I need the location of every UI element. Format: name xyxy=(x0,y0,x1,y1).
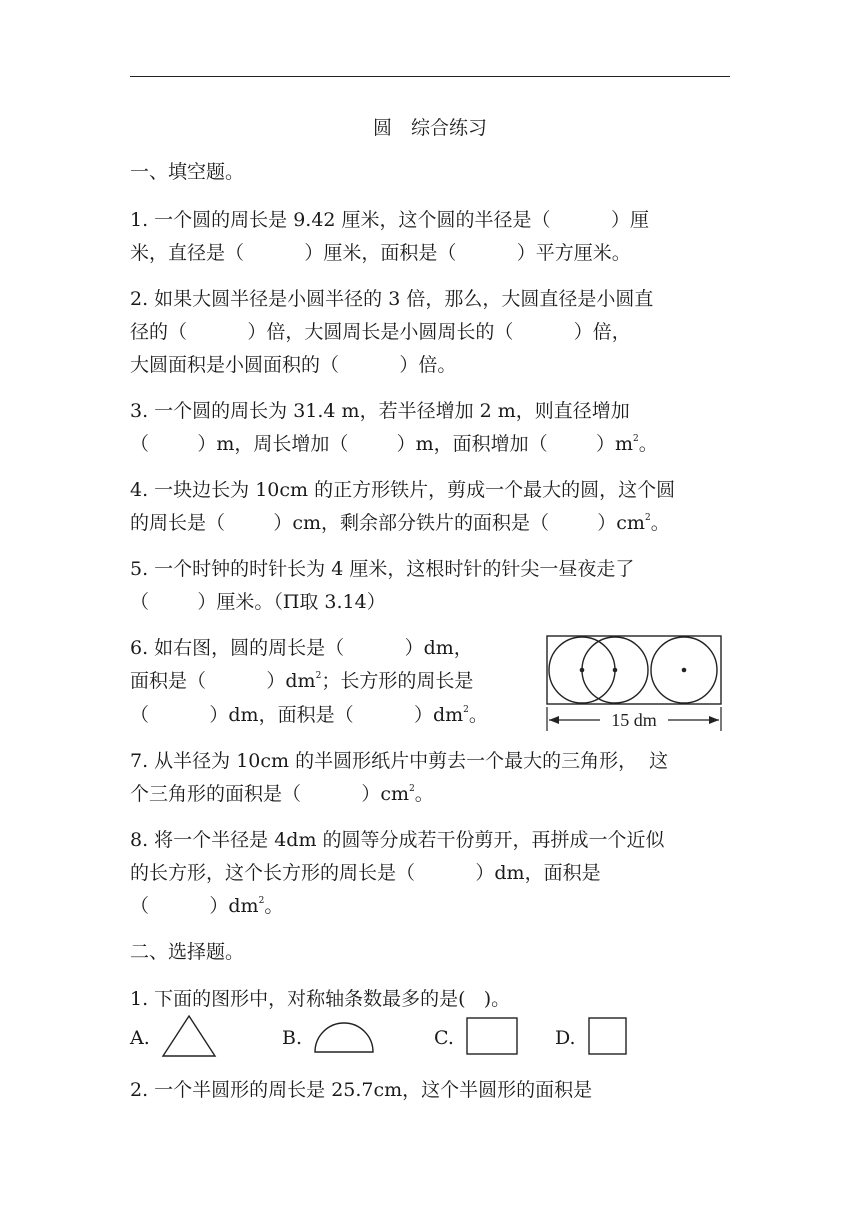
q4-line1: 4. 一块边长为 10cm 的正方形铁片，剪成一个最大的圆，这个圆 xyxy=(130,479,676,501)
q6-center-dot xyxy=(580,668,585,673)
q4-line2 xyxy=(130,511,670,539)
q1-line2: 米，直径是（ ）厘米，面积是（ ）平方厘米。 xyxy=(130,242,631,264)
q3-superscript: 2 xyxy=(633,434,639,444)
q2-line2: 径的（ ）倍，大圆周长是小圆周长的（ ）倍， xyxy=(130,321,631,343)
q6-circles-rectangle-figure xyxy=(546,635,722,733)
mc1-option-d-label: D. xyxy=(555,1027,576,1049)
section-heading-multiple-choice: 二、选择题。 xyxy=(130,941,245,963)
q6-center-dot xyxy=(613,668,618,673)
q8-line3-end: 。 xyxy=(264,895,284,917)
q4-superscript: 2 xyxy=(644,513,651,523)
page-title: 圆 综合练习 xyxy=(372,117,487,139)
mc1-option-b-label: B. xyxy=(282,1027,303,1049)
q1-line1: 1. 一个圆的周长是 9.42 厘米，这个圆的半径是（ ）厘 xyxy=(130,209,649,231)
q6-line3-end: 。 xyxy=(468,704,488,726)
header-rule xyxy=(130,76,730,77)
q6-arrow-left xyxy=(549,716,559,724)
mc1-option-a-triangle xyxy=(161,1014,217,1058)
q3-line2-text: （ ）m，周长增加（ ）m，面积增加（ ）m xyxy=(130,433,633,455)
q8-line3 xyxy=(130,894,283,922)
q6-line2-end: ；长方形的周长是 xyxy=(321,670,474,692)
q6-line2-text: 面积是（ ）dm xyxy=(130,670,316,692)
q8-line3-text: （ ）dm xyxy=(130,895,259,917)
q4-line2-text: 的周长是（ ）cm，剩余部分铁片的面积是（ ）cm xyxy=(130,512,645,534)
q4-line2-end: 。 xyxy=(650,512,670,534)
q3-line2 xyxy=(130,432,658,460)
q6-arrow-right xyxy=(709,716,719,724)
q6-rectangle xyxy=(547,636,721,704)
q7-line1: 7. 从半径为 10cm 的半圆形纸片中剪去一个最大的三角形， 这 xyxy=(130,750,669,772)
q6-line3-superscript: 2 xyxy=(463,705,469,715)
mc1-option-c-label: C. xyxy=(434,1027,454,1049)
mc1-option-c-rectangle xyxy=(466,1017,518,1055)
mc1-option-a-label: A. xyxy=(130,1027,150,1049)
q8-line2: 的长方形，这个长方形的周长是（ ）dm，面积是 xyxy=(130,862,601,884)
q2-line1: 2. 如果大圆半径是小圆半径的 3 倍，那么，大圆直径是小圆直 xyxy=(130,288,654,310)
q2-line3: 大圆面积是小圆面积的（ ）倍。 xyxy=(130,354,457,376)
q6-line1: 6. 如右图，圆的周长是（ ）dm， xyxy=(130,637,473,659)
mc1-option-b-semicircle xyxy=(313,1018,375,1054)
mc1-option-d-square xyxy=(588,1017,627,1055)
q8-superscript: 2 xyxy=(258,896,265,906)
q5-line1: 5. 一个时钟的时针长为 4 厘米，这根时针的针尖一昼夜走了 xyxy=(130,558,635,580)
q3-line1: 3. 一个圆的周长为 31.4 m，若半径增加 2 m，则直径增加 xyxy=(130,400,630,422)
q7-line2 xyxy=(130,782,434,810)
q6-line3-text: （ ）dm，面积是（ ）dm xyxy=(130,704,464,726)
q8-line1: 8. 将一个半径是 4dm 的圆等分成若干份剪开，再拼成一个近似 xyxy=(130,829,665,851)
section-heading-fill-blank: 一、填空题。 xyxy=(130,161,245,183)
q6-line2-superscript: 2 xyxy=(315,671,322,681)
q6-center-dot xyxy=(682,668,687,673)
q7-line2-end: 。 xyxy=(414,783,434,805)
q6-dimension-label: 15 dm xyxy=(611,710,657,730)
mc1-stem: 1. 下面的图形中，对称轴条数最多的是( )。 xyxy=(130,988,511,1010)
mc2-stem: 2. 一个半圆形的周长是 25.7cm，这个半圆形的面积是 xyxy=(130,1079,593,1101)
q7-line2-text: 个三角形的面积是（ ）cm xyxy=(130,783,410,805)
q6-line3 xyxy=(130,703,488,731)
q7-superscript: 2 xyxy=(409,784,415,794)
q5-line2: （ ）厘米。（Π取 3.14） xyxy=(130,591,386,613)
q6-line2 xyxy=(130,669,473,697)
q3-line2-end: 。 xyxy=(638,433,658,455)
